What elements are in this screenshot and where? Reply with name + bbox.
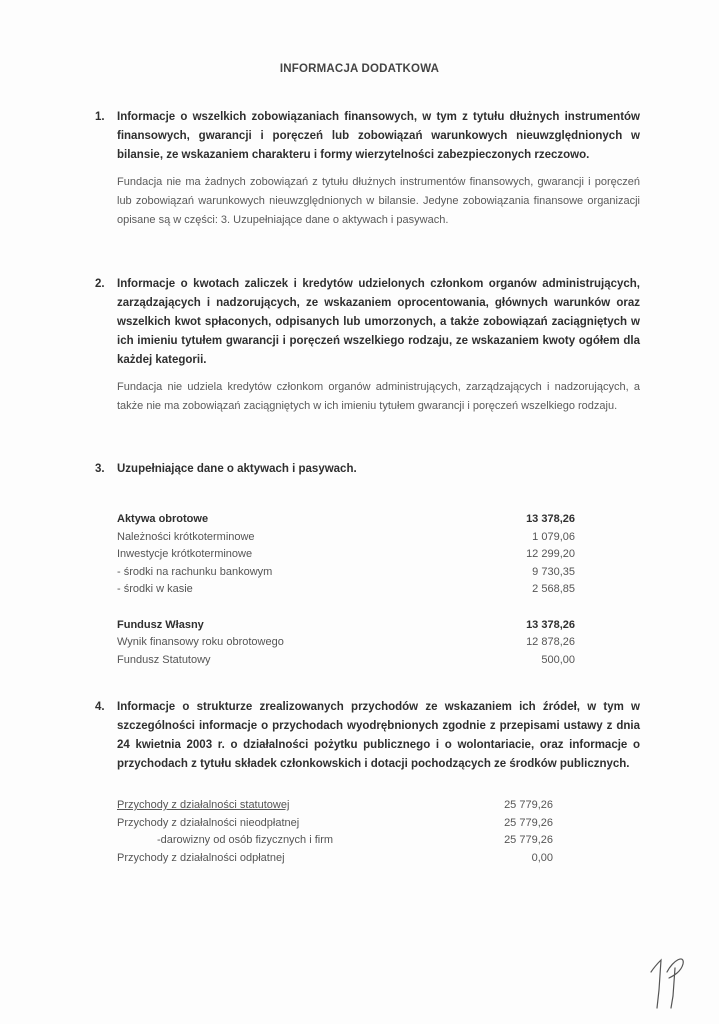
section-heading-text: Informacje o kwotach zaliczek i kredytów udzielonych członkom organów administrujących, zarządzających i nadzorujących, ze wskazaniem oprocentowania, głównych warunków oraz wszelkich kwot spłaconych, odpisanych lub umorzonych, a także zobowiązań zaciągniętych w ich imieniu tytułem gwarancji i poręczeń wszelkiego rodzaju, ze wskazaniem kwoty ogółem dla każdej kategorii. <box>117 278 640 366</box>
row-value: 13 378,26 <box>526 513 575 525</box>
section-heading-text: Informacje o strukturze zrealizowanych przychodów ze wskazaniem ich źródeł, w tym w szczególności informacje o przychodach wyodrębnionych zgodnie z przepisami ustawy z dnia 24 kwietnia 2003 r. o działalności pożytku publicznego i o wolontariacie, oraz informacje o przychodach z tytułu składek członkowskich i dotacji pochodzących ze środków publicznych. <box>117 701 640 770</box>
row-label: Inwestycje krótkoterminowe <box>117 548 253 560</box>
row-value: 25 779,26 <box>504 816 553 829</box>
table-row <box>117 617 575 635</box>
row-value: 25 779,26 <box>504 834 553 846</box>
row-value: 500,00 <box>541 653 575 666</box>
section-4 <box>95 698 640 774</box>
row-label: Wynik finansowy roku obrotowego <box>117 636 284 648</box>
row-label: Przychody z działalności odpłatnej <box>117 851 285 864</box>
document-title: INFORMACJA DODATKOWA <box>279 63 440 75</box>
row-label: Przychody z działalności nieodpłatnej <box>117 816 300 829</box>
row-value: 12 299,20 <box>526 548 575 560</box>
row-value: 12 878,26 <box>526 636 575 648</box>
section-number: 2. <box>95 278 105 290</box>
row-label: Fundusz Własny <box>117 618 204 631</box>
row-value: 2 568,85 <box>532 583 575 595</box>
row-label: Fundusz Statutowy <box>117 653 211 666</box>
row-label: Aktywa obrotowe <box>117 513 209 525</box>
section-number: 4. <box>95 701 105 713</box>
section-2-body: Fundacja nie udziela kredytów członkom organów administrujących, zarządzających i nadzorujących, a także nie ma zobowiązań zaciągniętych w ich imieniu tytułem gwarancji i poręczeń wszelkiego rodzaju. <box>117 381 640 412</box>
table-row <box>117 529 575 547</box>
table-row <box>117 797 553 815</box>
row-value: 0,00 <box>531 851 553 864</box>
section-heading-text: Uzupełniające dane o aktywach i pasywach. <box>117 463 357 475</box>
row-label: - środki na rachunku bankowym <box>117 565 273 578</box>
table-row <box>117 815 553 833</box>
section-2 <box>95 275 640 416</box>
row-value: 13 378,26 <box>526 618 575 631</box>
section-1-body: Fundacja nie ma żadnych zobowiązań z tytułu dłużnych instrumentów finansowych, gwarancji i poręczeń lub zobowiązań warunkowych nieuwzględnionych w bilansie. Jedyne zobowiązania finansowe organizacji opisane są w części: 3. Uzupełniające dane o aktywach i pasywach. <box>117 176 640 226</box>
table-row <box>117 564 575 582</box>
row-label: Należności krótkoterminowe <box>117 530 255 543</box>
section-4-heading <box>95 698 640 774</box>
row-label: -darowizny od osób fizycznych i firm <box>157 834 334 846</box>
table-row <box>117 581 575 599</box>
row-label: Przychody z działalności statutowej <box>117 799 290 811</box>
table-row <box>117 546 575 564</box>
assets-liabilities-table <box>117 511 575 669</box>
section-number: 3. <box>95 463 105 475</box>
section-1 <box>95 108 640 230</box>
table-row <box>117 652 575 670</box>
handwritten-initials <box>645 950 695 1010</box>
section-number: 1. <box>95 111 105 123</box>
table-spacer <box>117 599 575 617</box>
table-row <box>117 832 553 850</box>
section-1-heading <box>95 108 640 165</box>
row-value: 9 730,35 <box>532 565 575 578</box>
section-heading-text: Informacje o wszelkich zobowiązaniach finansowych, w tym z tytułu dłużnych instrumentów finansowych, gwarancji i poręczeń lub zobowiązań warunkowych nieuwzględnionych w bilansie, ze wskazaniem charakteru i formy wierzytelności zabezpieczonych rzeczowo. <box>117 111 640 161</box>
table-row <box>117 634 575 652</box>
row-label: - środki w kasie <box>117 583 193 595</box>
row-value: 25 779,26 <box>504 799 553 811</box>
revenue-table <box>117 797 553 867</box>
row-value: 1 079,06 <box>532 530 575 543</box>
section-3 <box>95 460 640 479</box>
section-2-heading <box>95 275 640 370</box>
table-row <box>117 511 575 529</box>
table-row <box>117 850 553 868</box>
section-3-heading <box>95 460 640 479</box>
